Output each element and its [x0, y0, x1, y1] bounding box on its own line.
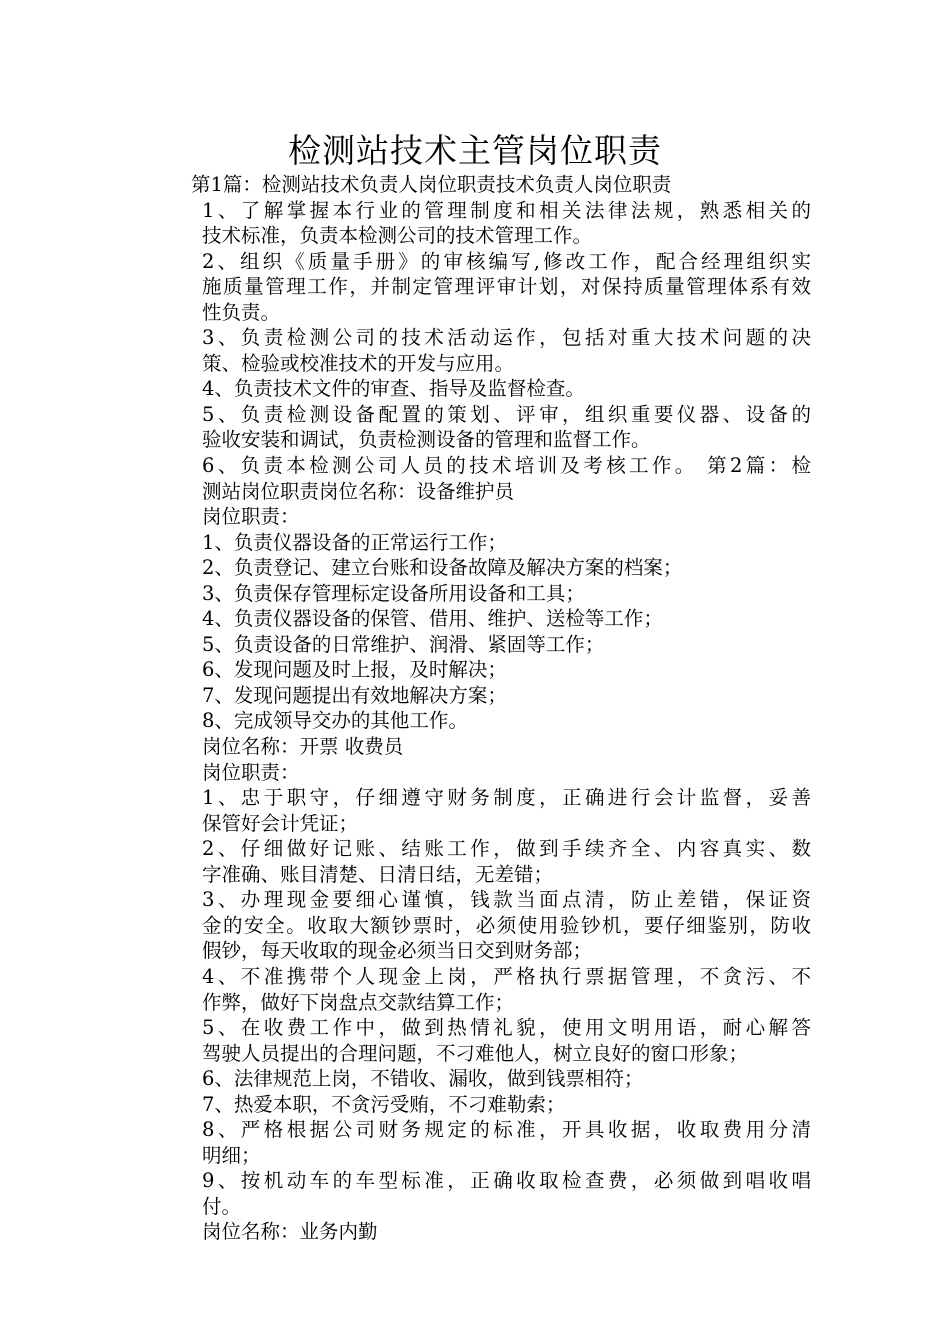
text-line: 测站岗位职责岗位名称：设备维护员 — [202, 479, 515, 503]
text-line: 岗位名称：业务内勤 — [202, 1220, 378, 1244]
list-item — [143, 1092, 811, 1118]
text-line: 岗位名称：开票 收费员 — [202, 735, 404, 759]
paragraph-cashier-3 — [143, 887, 811, 964]
text-line: 岗位职责： — [202, 505, 300, 529]
text-line: 9、按机动车的车型标准，正确收取检查费，必须做到唱收唱 — [202, 1169, 811, 1193]
text-line: 2、组织《质量手册》的审核编写,修改工作，配合经理组织实 — [202, 249, 811, 273]
paragraph-cashier-1 — [143, 785, 811, 836]
text-line: 验收安装和调试，负责检测设备的管理和监督工作。 — [202, 428, 651, 452]
text-line: 2、仔细做好记账、结账工作，做到手续齐全、内容真实、数 — [202, 837, 811, 861]
duties-heading — [143, 760, 811, 786]
text-line: 金的安全。收取大额钞票时，必须使用验钞机，要仔细鉴别，防收 — [202, 913, 811, 937]
text-line: 8、完成领导交办的其他工作。 — [202, 709, 468, 733]
paragraph-cashier-2 — [143, 836, 811, 887]
paragraph-tech-6 — [143, 453, 811, 504]
text-line: 3、负责检测公司的技术活动运作，包括对重大技术问题的决 — [202, 326, 811, 350]
text-line: 付。 — [202, 1194, 242, 1218]
paragraph-cashier-5 — [143, 1015, 811, 1066]
text-line: 6、负责本检测公司人员的技术培训及考核工作。 第2篇：检 — [202, 454, 811, 478]
text-line: 7、发现问题提出有效地解决方案； — [202, 683, 507, 707]
text-line: 策、检验或校准技术的开发与应用。 — [202, 351, 515, 375]
document-body — [143, 172, 811, 1245]
text-line: 3、负责保存管理标定设备所用设备和工具； — [202, 581, 585, 605]
paragraph-tech-4 — [143, 376, 811, 402]
text-line: 驾驶人员提出的合理问题，不刁难他人，树立良好的窗口形象； — [202, 1041, 749, 1065]
list-item — [143, 708, 811, 734]
paragraph-tech-2 — [143, 249, 811, 326]
text-line: 8、严格根据公司财务规定的标准，开具收据，收取费用分清 — [202, 1118, 811, 1142]
position-name-office — [143, 1219, 811, 1245]
duties-heading — [143, 504, 811, 530]
text-line: 5、在收费工作中，做到热情礼貌，使用文明用语，耐心解答 — [202, 1016, 811, 1040]
text-line: 明细； — [202, 1143, 261, 1167]
paragraph-tech-5 — [143, 402, 811, 453]
list-item — [143, 1066, 811, 1092]
text-line: 4、不准携带个人现金上岗，严格执行票据管理，不贪污、不 — [202, 964, 811, 988]
text-line: 5、负责检测设备配置的策划、评审，组织重要仪器、设备的 — [202, 402, 811, 426]
text-line: 保管好会计凭证； — [202, 811, 359, 835]
list-item — [143, 530, 811, 556]
text-line: 6、法律规范上岗，不错收、漏收，做到钱票相符； — [202, 1067, 644, 1091]
paragraph-tech-1 — [143, 198, 811, 249]
text-line: 1、负责仪器设备的正常运行工作； — [202, 530, 507, 554]
text-line: 字准确、账目清楚、日清日结，无差错； — [202, 862, 554, 886]
list-item — [143, 555, 811, 581]
list-item — [143, 657, 811, 683]
paragraph-cashier-9 — [143, 1168, 811, 1219]
list-item — [143, 683, 811, 709]
paragraph-cashier-8 — [143, 1117, 811, 1168]
text-line: 2、负责登记、建立台账和设备故障及解决方案的档案； — [202, 556, 683, 580]
section-heading-1 — [143, 172, 811, 198]
text-line: 1、了解掌握本行业的管理制度和相关法律法规，熟悉相关的 — [202, 198, 811, 222]
paragraph-cashier-4 — [143, 964, 811, 1015]
text-line: 4、负责仪器设备的保管、借用、维护、送检等工作； — [202, 607, 663, 631]
text-line: 第1篇：检测站技术负责人岗位职责技术负责人岗位职责 — [191, 173, 672, 196]
text-line: 5、负责设备的日常维护、润滑、紧固等工作； — [202, 632, 605, 656]
document-title: 检测站技术主管岗位职责 — [288, 131, 662, 170]
text-line: 4、负责技术文件的审查、指导及监督检查。 — [202, 377, 585, 401]
list-item — [143, 606, 811, 632]
paragraph-tech-3 — [143, 325, 811, 376]
text-line: 假钞，每天收取的现金必须当日交到财务部； — [202, 939, 593, 963]
text-line: 3、办理现金要细心谨慎，钱款当面点清，防止差错，保证资 — [202, 888, 811, 912]
list-item — [143, 632, 811, 658]
text-line: 性负责。 — [202, 300, 281, 324]
text-line: 岗位职责： — [202, 760, 300, 784]
list-item — [143, 581, 811, 607]
text-line: 6、发现问题及时上报，及时解决； — [202, 658, 507, 682]
text-line: 作弊，做好下岗盘点交款结算工作； — [202, 990, 515, 1014]
position-name-cashier — [143, 734, 811, 760]
text-line: 施质量管理工作，并制定管理评审计划，对保持质量管理体系有效 — [202, 275, 811, 299]
text-line: 技术标准，负责本检测公司的技术管理工作。 — [202, 224, 593, 248]
text-line: 7、热爱本职，不贪污受贿，不刁难勒索； — [202, 1092, 566, 1116]
text-line: 1、忠于职守，仔细遵守财务制度，正确进行会计监督，妥善 — [202, 786, 811, 810]
